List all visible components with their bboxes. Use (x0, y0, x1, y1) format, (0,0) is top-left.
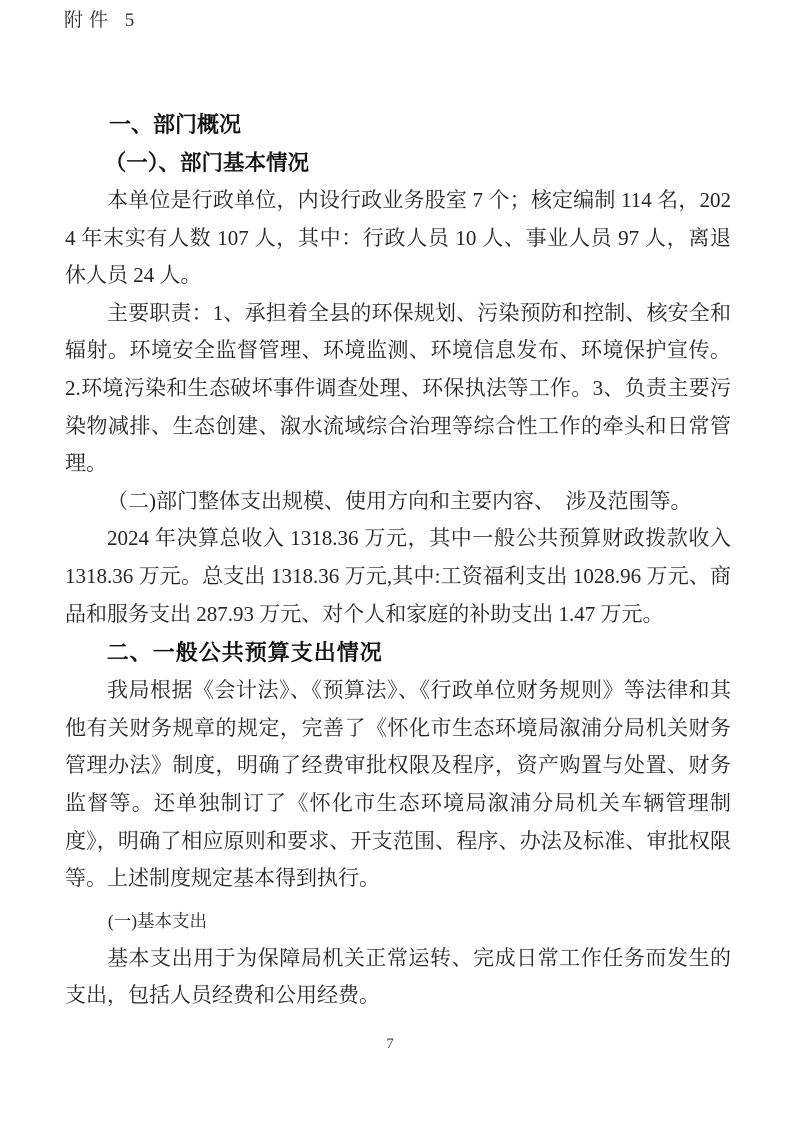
paragraph-basic-expenditure: 基本支出用于为保障局机关正常运转、完成日常工作任务而发生的支出，包括人员经费和公用经费。 (65, 945, 731, 1008)
paragraph-section-1-2: （二)部门整体支出规模、使用方向和主要内容、 涉及范围等。 (107, 488, 692, 513)
page-number: 7 (386, 1036, 394, 1052)
paragraph-duties: 主要职责：1、承担着全县的环保规划、污染预防和控制、核安全和辐射。环境安全监督管理、环境监测、环境信息发布、环境保护宣传。2.环境污染和生态破坏事件调查处理、环保执法等工作。3、负责主要污染物减排、生态创建、溆水流域综合治理等综合性工作的牵头和日常管理。 (65, 300, 731, 476)
attachment-label: 附件 5 (64, 10, 141, 31)
paragraph-budget-totals: 2024 年决算总收入 1318.36 万元，其中一般公共预算财政拨款收入 1318.36 万元。总支出 1318.36 万元,其中:工资福利支出 1028.96 万元、商品和服务支出 287.93 万元、对个人和家庭的补助支出 1.47 万元。 (65, 526, 731, 626)
heading-section-2: 二、一般公共预算支出情况 (106, 640, 383, 666)
document-body (65, 98, 731, 1015)
heading-basic-expenditure: (一)基本支出 (107, 910, 208, 931)
paragraph-basic-info: 本单位是行政单位，内设行政业务股室 7 个；核定编制 114 名，2024 年末实有人数 107 人，其中：行政人员 10 人、事业人员 97 人，离退休人员 24 人。 (65, 188, 731, 288)
heading-section-1: 一、部门概况 (109, 112, 242, 137)
heading-section-1-1: （一）、部门基本情况 (104, 151, 310, 175)
paragraph-finance-rules: 我局根据《会计法》、《预算法》、《行政单位财务规则》等法律和其他有关财务规章的规定，完善了《怀化市生态环境局溆浦分局机关财务管理办法》制度，明确了经费审批权限及程序，资产购置与处置、财务监督等。还单独制订了《怀化市生态环境局溆浦分局机关车辆管理制度》，明确了相应原则和要求、开支范围、程序、办法及标准、审批权限等。上述制度规定基本得到执行。 (65, 678, 731, 891)
